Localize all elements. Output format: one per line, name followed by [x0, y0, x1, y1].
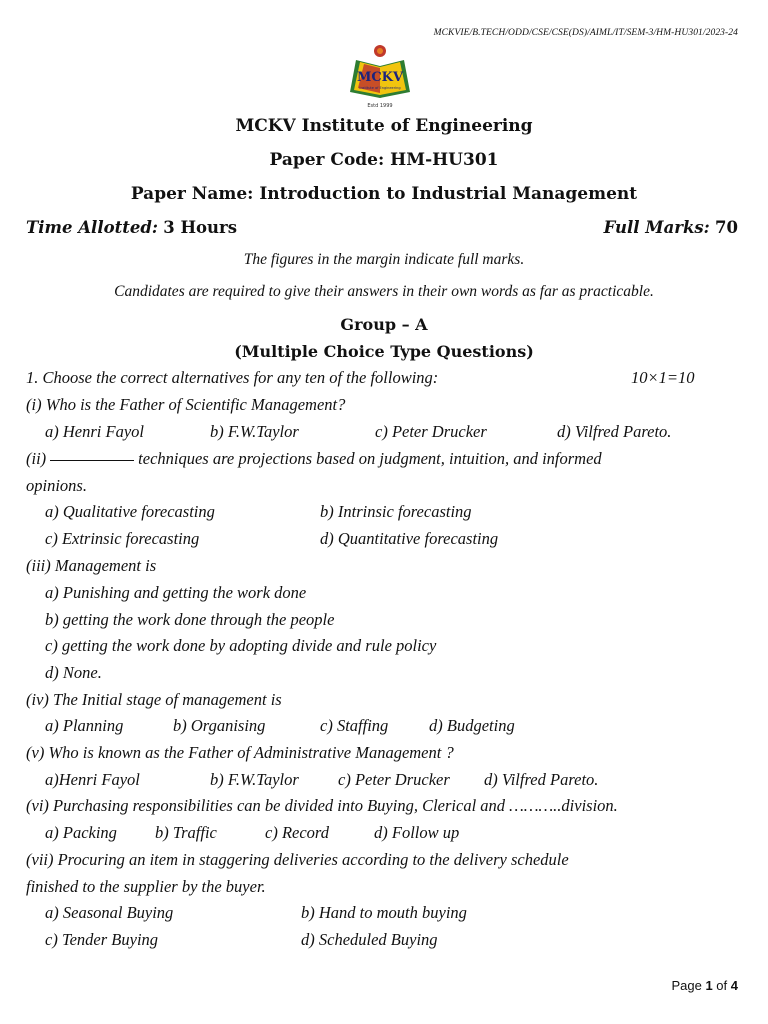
option: c) Peter Drucker — [338, 770, 450, 789]
option: d) Vilfred Pareto. — [484, 770, 599, 789]
footer-total-pages: 4 — [730, 978, 738, 993]
option: d) Quantitative forecasting — [320, 529, 499, 548]
option: c) Tender Buying — [45, 930, 159, 949]
time-label: Time Allotted: — [26, 218, 158, 237]
question-iii: (iii) Management is — [26, 556, 157, 575]
page-number — [671, 978, 738, 993]
footer-of-label: of — [716, 978, 728, 993]
instruction-own-words: Candidates are required to give their answers in their own words as far as practicable. — [114, 283, 654, 300]
option: b) Hand to mouth buying — [301, 903, 467, 922]
option: b) Intrinsic forecasting — [320, 502, 472, 521]
group-heading: Group – A — [340, 315, 428, 334]
option: a) Qualitative forecasting — [45, 502, 215, 521]
option: a)Henri Fayol — [45, 770, 140, 789]
option: a) Punishing and getting the work done — [45, 583, 307, 602]
question-vii-cont: finished to the supplier by the buyer. — [26, 877, 266, 896]
time-allotted — [26, 218, 237, 237]
question-vii: (vii) Procuring an item in staggering deliveries according to the delivery schedule — [26, 850, 569, 869]
option: c) Peter Drucker — [375, 422, 487, 441]
option: a) Planning — [45, 716, 124, 735]
option: b) F.W.Taylor — [210, 422, 299, 441]
option: b) Organising — [173, 716, 266, 735]
option: c) Extrinsic forecasting — [45, 529, 200, 548]
time-value: 3 Hours — [163, 218, 238, 237]
option: d) Follow up — [374, 823, 460, 842]
question-v: (v) Who is known as the Father of Administrative Management ? — [26, 743, 454, 762]
option: b) getting the work done through the people — [45, 610, 335, 629]
instruction-margin-marks: The figures in the margin indicate full marks. — [243, 251, 525, 268]
question-vi: (vi) Purchasing responsibilities can be divided into Buying, Clerical and ………..division. — [26, 796, 618, 815]
fill-in-blank — [50, 460, 134, 461]
paper-name: Paper Name: Introduction to Industrial Management — [130, 184, 638, 204]
group-subheading: (Multiple Choice Type Questions) — [234, 342, 534, 361]
question-1-marks: 10×1=10 — [631, 368, 695, 387]
option: d) None. — [45, 663, 102, 682]
svg-text:Institute of Engineering: Institute of Engineering — [359, 86, 401, 90]
option: b) F.W.Taylor — [210, 770, 299, 789]
marks-label: Full Marks: — [603, 218, 710, 237]
document-reference-code: MCKVIE/B.TECH/ODD/CSE/CSE(DS)/AIML/IT/SEM-3/HM-HU301/2023-24 — [433, 28, 738, 38]
option: d) Vilfred Pareto. — [557, 422, 672, 441]
question-i: (i) Who is the Father of Scientific Management? — [26, 395, 346, 414]
option: c) Staffing — [320, 716, 389, 735]
paper-code: Paper Code: HM-HU301 — [269, 150, 499, 170]
question-ii-cont: opinions. — [26, 476, 87, 495]
footer-current-page: 1 — [705, 978, 713, 993]
footer-page-label: Page — [671, 978, 702, 993]
option: d) Budgeting — [429, 716, 515, 735]
question-iv: (iv) The Initial stage of management is — [26, 690, 282, 709]
option: d) Scheduled Buying — [301, 930, 438, 949]
option: a) Seasonal Buying — [45, 903, 174, 922]
institute-name: MCKV Institute of Engineering — [235, 116, 533, 136]
mckv-logo — [340, 42, 418, 110]
question-ii-number: (ii) — [26, 449, 47, 468]
question-ii-text: techniques are projections based on judgment, intuition, and informed — [138, 449, 602, 468]
svg-text:Estd 1999: Estd 1999 — [367, 103, 393, 109]
marks-value: 70 — [715, 218, 738, 237]
question-ii — [26, 449, 602, 469]
svg-text:MCKV: MCKV — [356, 70, 404, 85]
option: a) Packing — [45, 823, 117, 842]
option: c) getting the work done by adopting divide and rule policy — [45, 636, 437, 655]
option: a) Henri Fayol — [45, 422, 144, 441]
option: b) Traffic — [155, 823, 217, 842]
question-1: 1. Choose the correct alternatives for any ten of the following: — [26, 368, 439, 387]
option: c) Record — [265, 823, 329, 842]
full-marks — [604, 218, 738, 237]
